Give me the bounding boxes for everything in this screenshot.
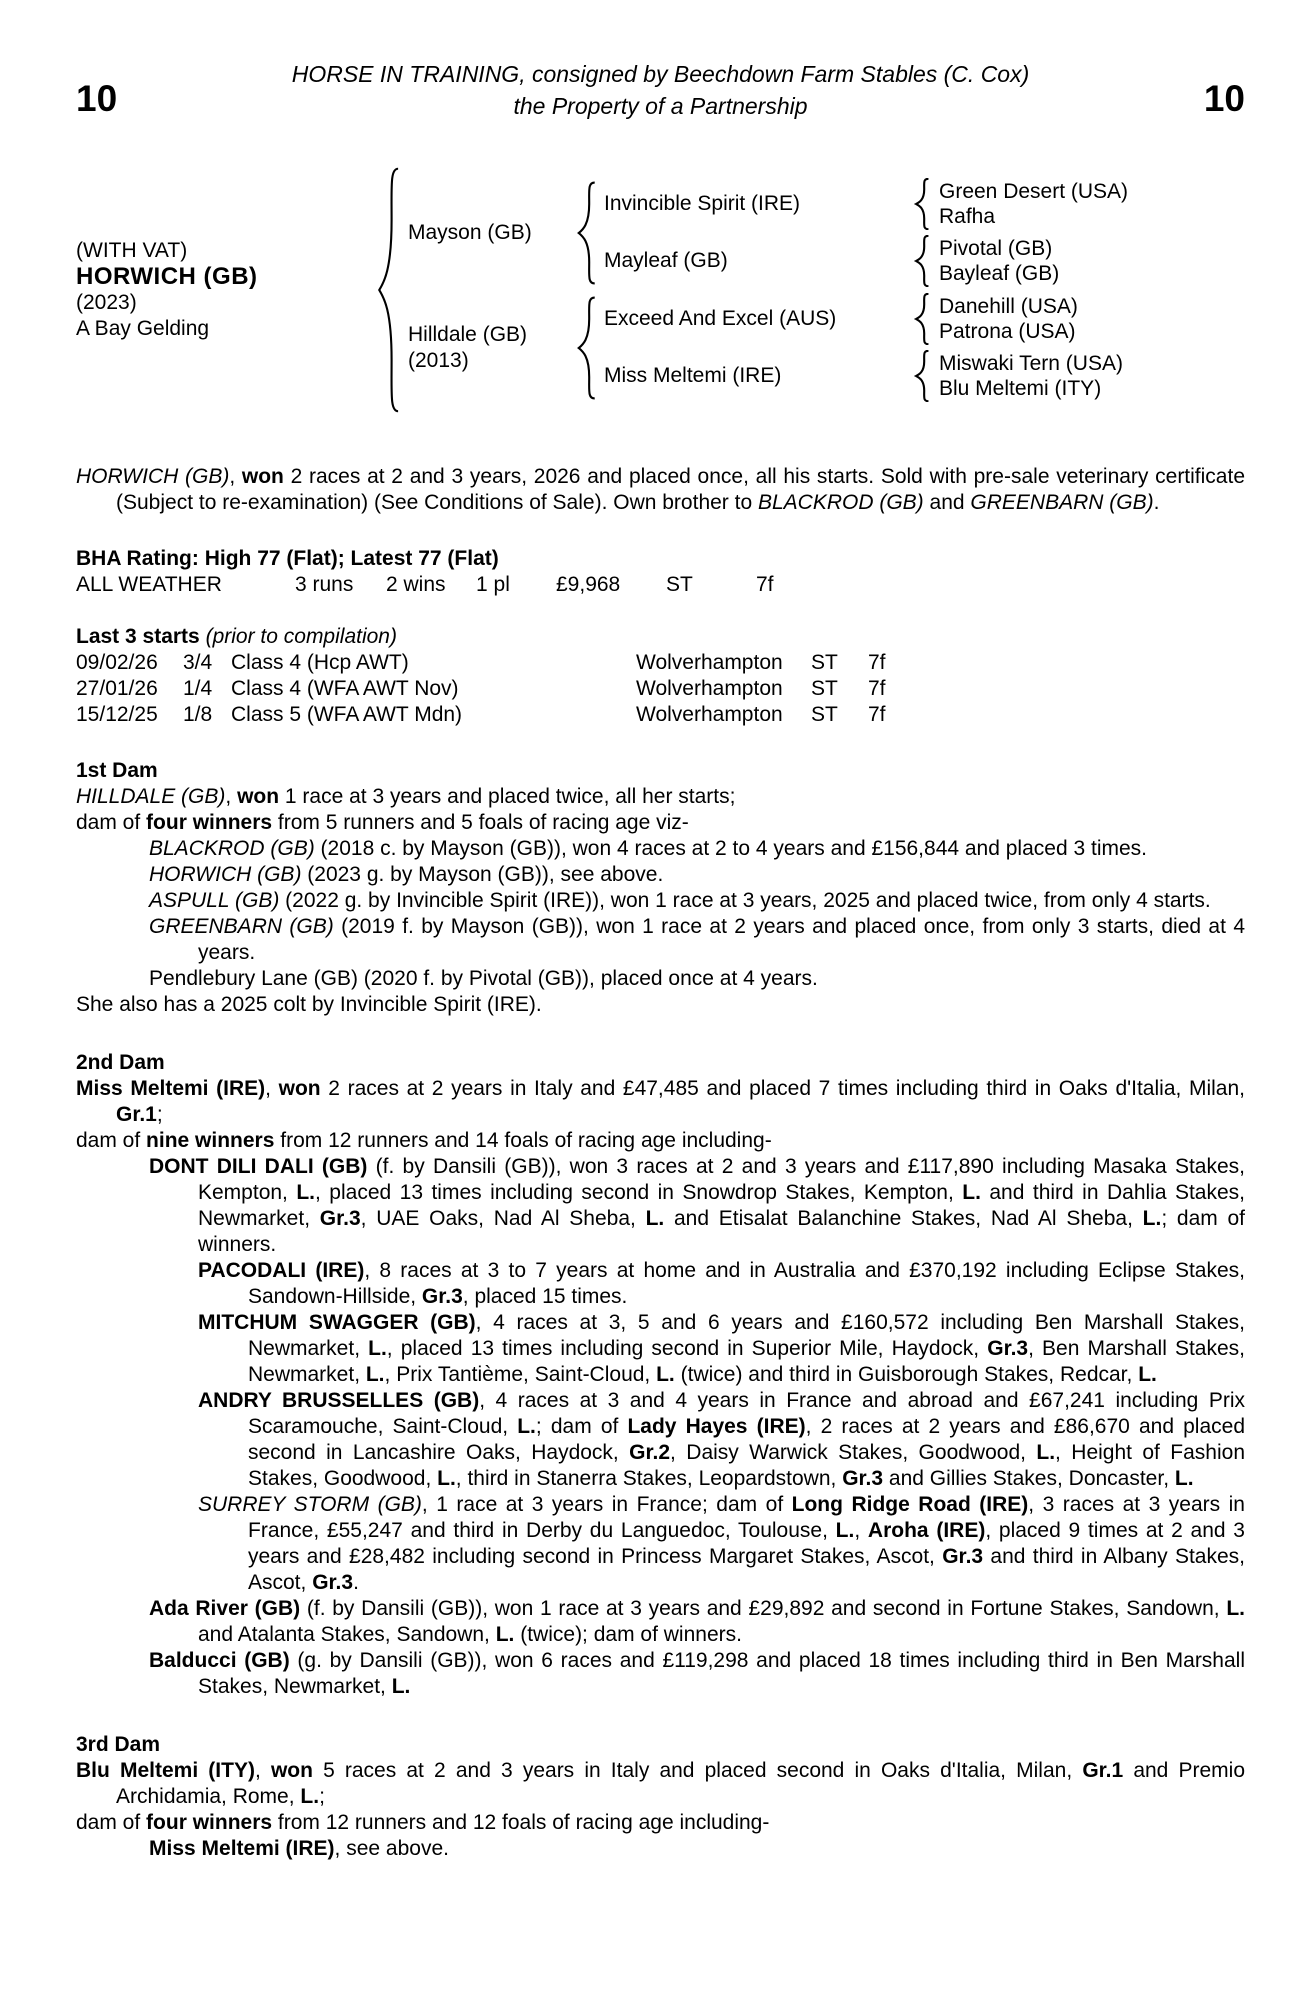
dam-dam-parents	[939, 351, 1245, 401]
race-summary: HORWICH (GB), won 2 races at 2 and 3 years, 2026 and placed once, all his starts. Sold with pre-sale veterinary certificate (Subject to re-examination) (See Conditions of Sale). Own brother to BLACKROD (GB) and GREENBARN (GB).	[76, 465, 1246, 514]
sire-dam-family	[604, 235, 1245, 287]
start-code: ST	[811, 703, 838, 726]
record-distance: 7f	[756, 573, 774, 596]
dam-of-line: dam of nine winners from 12 runners and 14 foals of racing age including-	[76, 1129, 772, 1152]
rating-block	[76, 546, 1245, 598]
brace-icon	[914, 178, 931, 230]
catalogue-header	[76, 58, 1245, 122]
progeny-entry: Ada River (GB) (f. by Dansili (GB)), won 1 race at 3 years and £29,892 and second in Fortune Stakes, Sandown, L. and Atalanta Stakes, Sandown, L. (twice); dam of winners.	[149, 1597, 1246, 1646]
brace-icon	[576, 296, 598, 400]
dam-parents	[604, 293, 1245, 402]
progeny-entry: BLACKROD (GB) (2018 c. by Mayson (GB)), won 4 races at 2 to 4 years and £156,844 and placed 3 times.	[149, 837, 1147, 860]
sire-sire-name: Invincible Spirit (IRE)	[604, 192, 801, 215]
start-distance: 7f	[868, 677, 886, 700]
bha-rating: BHA Rating: High 77 (Flat); Latest 77 (Flat)	[76, 547, 499, 570]
start-date: 27/01/26	[76, 677, 158, 700]
ancestor-name: Blu Meltemi (ITY)	[939, 377, 1102, 400]
start-race: Class 4 (WFA AWT Nov)	[231, 677, 459, 700]
dam-sire-name: Exceed And Excel (AUS)	[604, 307, 837, 330]
property-line: the Property of a Partnership	[513, 93, 808, 119]
sire-dam-parents	[939, 236, 1245, 286]
sire-parents	[604, 178, 1245, 287]
sire-name: Mayson (GB)	[408, 220, 532, 244]
pedigree-table	[76, 156, 1245, 424]
brace-icon	[914, 235, 931, 287]
ancestor-name: Miswaki Tern (USA)	[939, 352, 1123, 375]
dam-sire-family	[604, 293, 1245, 345]
dam-dam-family	[604, 350, 1245, 402]
start-position: 1/8	[183, 703, 213, 726]
dam-family	[408, 293, 1245, 402]
ancestor-name: Pivotal (GB)	[939, 237, 1053, 260]
horse-info	[76, 238, 376, 342]
horse-name: HORWICH (GB)	[76, 263, 258, 290]
pedigree-generations	[408, 178, 1245, 402]
start-row	[76, 702, 1245, 728]
start-position: 3/4	[183, 651, 213, 674]
start-distance: 7f	[868, 651, 886, 674]
progeny-entry: PACODALI (IRE), 8 races at 3 to 7 years at home and in Australia and £370,192 including Eclipse Stakes, Sandown-Hillside, Gr.3, placed 15 times.	[198, 1259, 1245, 1308]
start-course: Wolverhampton	[636, 677, 783, 700]
progeny-list	[76, 1836, 1245, 1862]
record-surface: ALL WEATHER	[76, 573, 222, 596]
progeny-entry: Pendlebury Lane (GB) (2020 f. by Pivotal (GB)), placed once at 4 years.	[149, 967, 818, 990]
brace-icon	[376, 165, 402, 415]
start-course: Wolverhampton	[636, 703, 783, 726]
progeny-list	[76, 1154, 1245, 1700]
start-code: ST	[811, 651, 838, 674]
last-starts-block	[76, 624, 1245, 728]
ancestor-name: Bayleaf (GB)	[939, 262, 1060, 285]
section-heading: 3rd Dam	[76, 1733, 161, 1756]
dam-name-block	[408, 322, 576, 374]
progeny-list	[76, 836, 1245, 992]
ancestor-name: Rafha	[939, 205, 996, 228]
dam-intro: Blu Meltemi (ITY), won 5 races at 2 and 3 years in Italy and placed second in Oaks d'Italia, Milan, Gr.1 and Premio Archidamia, Rome, L.;	[76, 1759, 1246, 1808]
ancestor-name: Patrona (USA)	[939, 320, 1076, 343]
progeny-entry: SURREY STORM (GB), 1 race at 3 years in France; dam of Long Ridge Road (IRE), 3 races at 3 years in France, £55,247 and third in Derby du Languedoc, Toulouse, L., Aroha (IRE), placed 9 times at 2 and 3 years and £28,482 including second in Princess Margaret Stakes, Ascot, Gr.3 and third in Albany Stakes, Ascot, Gr.3.	[198, 1493, 1245, 1594]
brace-icon	[576, 181, 598, 285]
sire-sire-family	[604, 178, 1245, 230]
progeny-entry: Balducci (GB) (g. by Dansili (GB)), won 6 races and £119,298 and placed 18 times including third in Ben Marshall Stakes, Newmarket, L.	[149, 1649, 1245, 1698]
second-dam-section	[76, 1050, 1245, 1700]
last-starts-note: (prior to compilation)	[205, 625, 397, 648]
dam-note: She also has a 2025 colt by Invincible Spirit (IRE).	[76, 993, 542, 1016]
progeny-entry: ANDRY BRUSSELLES (GB), 4 races at 3 and 4 years in France and abroad and £67,241 including Prix Scaramouche, Saint-Cloud, L.; dam of Lady Hayes (IRE), 2 races at 2 years and £86,670 and placed second in Lancashire Oaks, Haydock, Gr.2, Daisy Warwick Stakes, Goodwood, L., Height of Fashion Stakes, Goodwood, L., third in Stanerra Stakes, Leopardstown, Gr.3 and Gillies Stakes, Doncaster, L.	[198, 1389, 1246, 1490]
dam-sire-parents	[939, 294, 1245, 344]
progeny-entry: MITCHUM SWAGGER (GB), 4 races at 3, 5 and 6 years and £160,572 including Ben Marshall Stakes, Newmarket, L., placed 13 times including second in Superior Mile, Haydock, Gr.3, Ben Marshall Stakes, Newmarket, L., Prix Tantième, Saint-Cloud, L. (twice) and third in Guisborough Stakes, Redcar, L.	[198, 1311, 1245, 1386]
dam-year: (2013)	[408, 348, 469, 372]
sire-dam-name: Mayleaf (GB)	[604, 249, 728, 272]
progeny-entry: DONT DILI DALI (GB) (f. by Dansili (GB)), won 3 races at 2 and 3 years and £117,890 including Masaka Stakes, Kempton, L., placed 13 times including second in Snowdrop Stakes, Kempton, L. and third in Dahlia Stakes, Newmarket, Gr.3, UAE Oaks, Nad Al Sheba, L. and Etisalat Balanchine Stakes, Nad Al Sheba, L.; dam of winners.	[149, 1155, 1246, 1256]
section-heading: 1st Dam	[76, 759, 158, 782]
race-record-row	[76, 572, 1245, 598]
first-dam-section	[76, 758, 1245, 1018]
last-starts-heading	[76, 624, 1245, 650]
start-date: 09/02/26	[76, 651, 158, 674]
dam-intro: HILLDALE (GB), won 1 race at 3 years and placed twice, all her starts;	[76, 785, 736, 808]
dam-of-line: dam of four winners from 5 runners and 5 foals of racing age viz-	[76, 811, 689, 834]
progeny-entry: GREENBARN (GB) (2019 f. by Mayson (GB)), won 1 race at 2 years and placed once, from only 3 starts, died at 4 years.	[149, 915, 1246, 964]
section-heading: 2nd Dam	[76, 1051, 165, 1074]
start-course: Wolverhampton	[636, 651, 783, 674]
start-race: Class 5 (WFA AWT Mdn)	[231, 703, 463, 726]
last-starts-title: Last 3 starts	[76, 625, 200, 648]
start-code: ST	[811, 677, 838, 700]
record-code: ST	[666, 573, 693, 596]
third-dam-section	[76, 1732, 1245, 1862]
ancestor-name: Green Desert (USA)	[939, 180, 1129, 203]
sire-family	[408, 178, 1245, 287]
horse-year: (2023)	[76, 291, 137, 314]
start-date: 15/12/25	[76, 703, 158, 726]
start-row	[76, 676, 1245, 702]
vat-note: (WITH VAT)	[76, 239, 188, 262]
lot-number-right: 10	[1203, 78, 1245, 119]
catalogue-body	[76, 464, 1245, 1862]
brace-icon	[914, 350, 931, 402]
progeny-entry: Miss Meltemi (IRE), see above.	[149, 1837, 449, 1860]
record-wins: 2 wins	[386, 573, 446, 596]
record-places: 1 pl	[476, 573, 510, 596]
horse-description: A Bay Gelding	[76, 317, 210, 340]
start-race: Class 4 (Hcp AWT)	[231, 651, 409, 674]
start-row	[76, 650, 1245, 676]
sire-sire-parents	[939, 179, 1245, 229]
progeny-entry: ASPULL (GB) (2022 g. by Invincible Spirit (IRE)), won 1 race at 3 years, 2025 and placed twice, from only 4 starts.	[149, 889, 1211, 912]
ancestor-name: Danehill (USA)	[939, 295, 1078, 318]
consignor-line: HORSE IN TRAINING, consigned by Beechdown Farm Stables (C. Cox)	[291, 61, 1030, 87]
progeny-entry: HORWICH (GB) (2023 g. by Mayson (GB)), see above.	[149, 863, 664, 886]
record-runs: 3 runs	[295, 573, 354, 596]
dam-dam-name: Miss Meltemi (IRE)	[604, 364, 782, 387]
brace-icon	[914, 293, 931, 345]
dam-intro: Miss Meltemi (IRE), won 2 races at 2 years in Italy and £47,485 and placed 7 times including third in Oaks d'Italia, Milan, Gr.1;	[76, 1077, 1245, 1126]
lot-number-left: 10	[76, 78, 118, 119]
dam-name: Hilldale (GB)	[408, 322, 528, 346]
start-position: 1/4	[183, 677, 213, 700]
record-earnings: £9,968	[556, 573, 621, 596]
start-distance: 7f	[868, 703, 886, 726]
dam-of-line: dam of four winners from 12 runners and 12 foals of racing age including-	[76, 1811, 770, 1834]
